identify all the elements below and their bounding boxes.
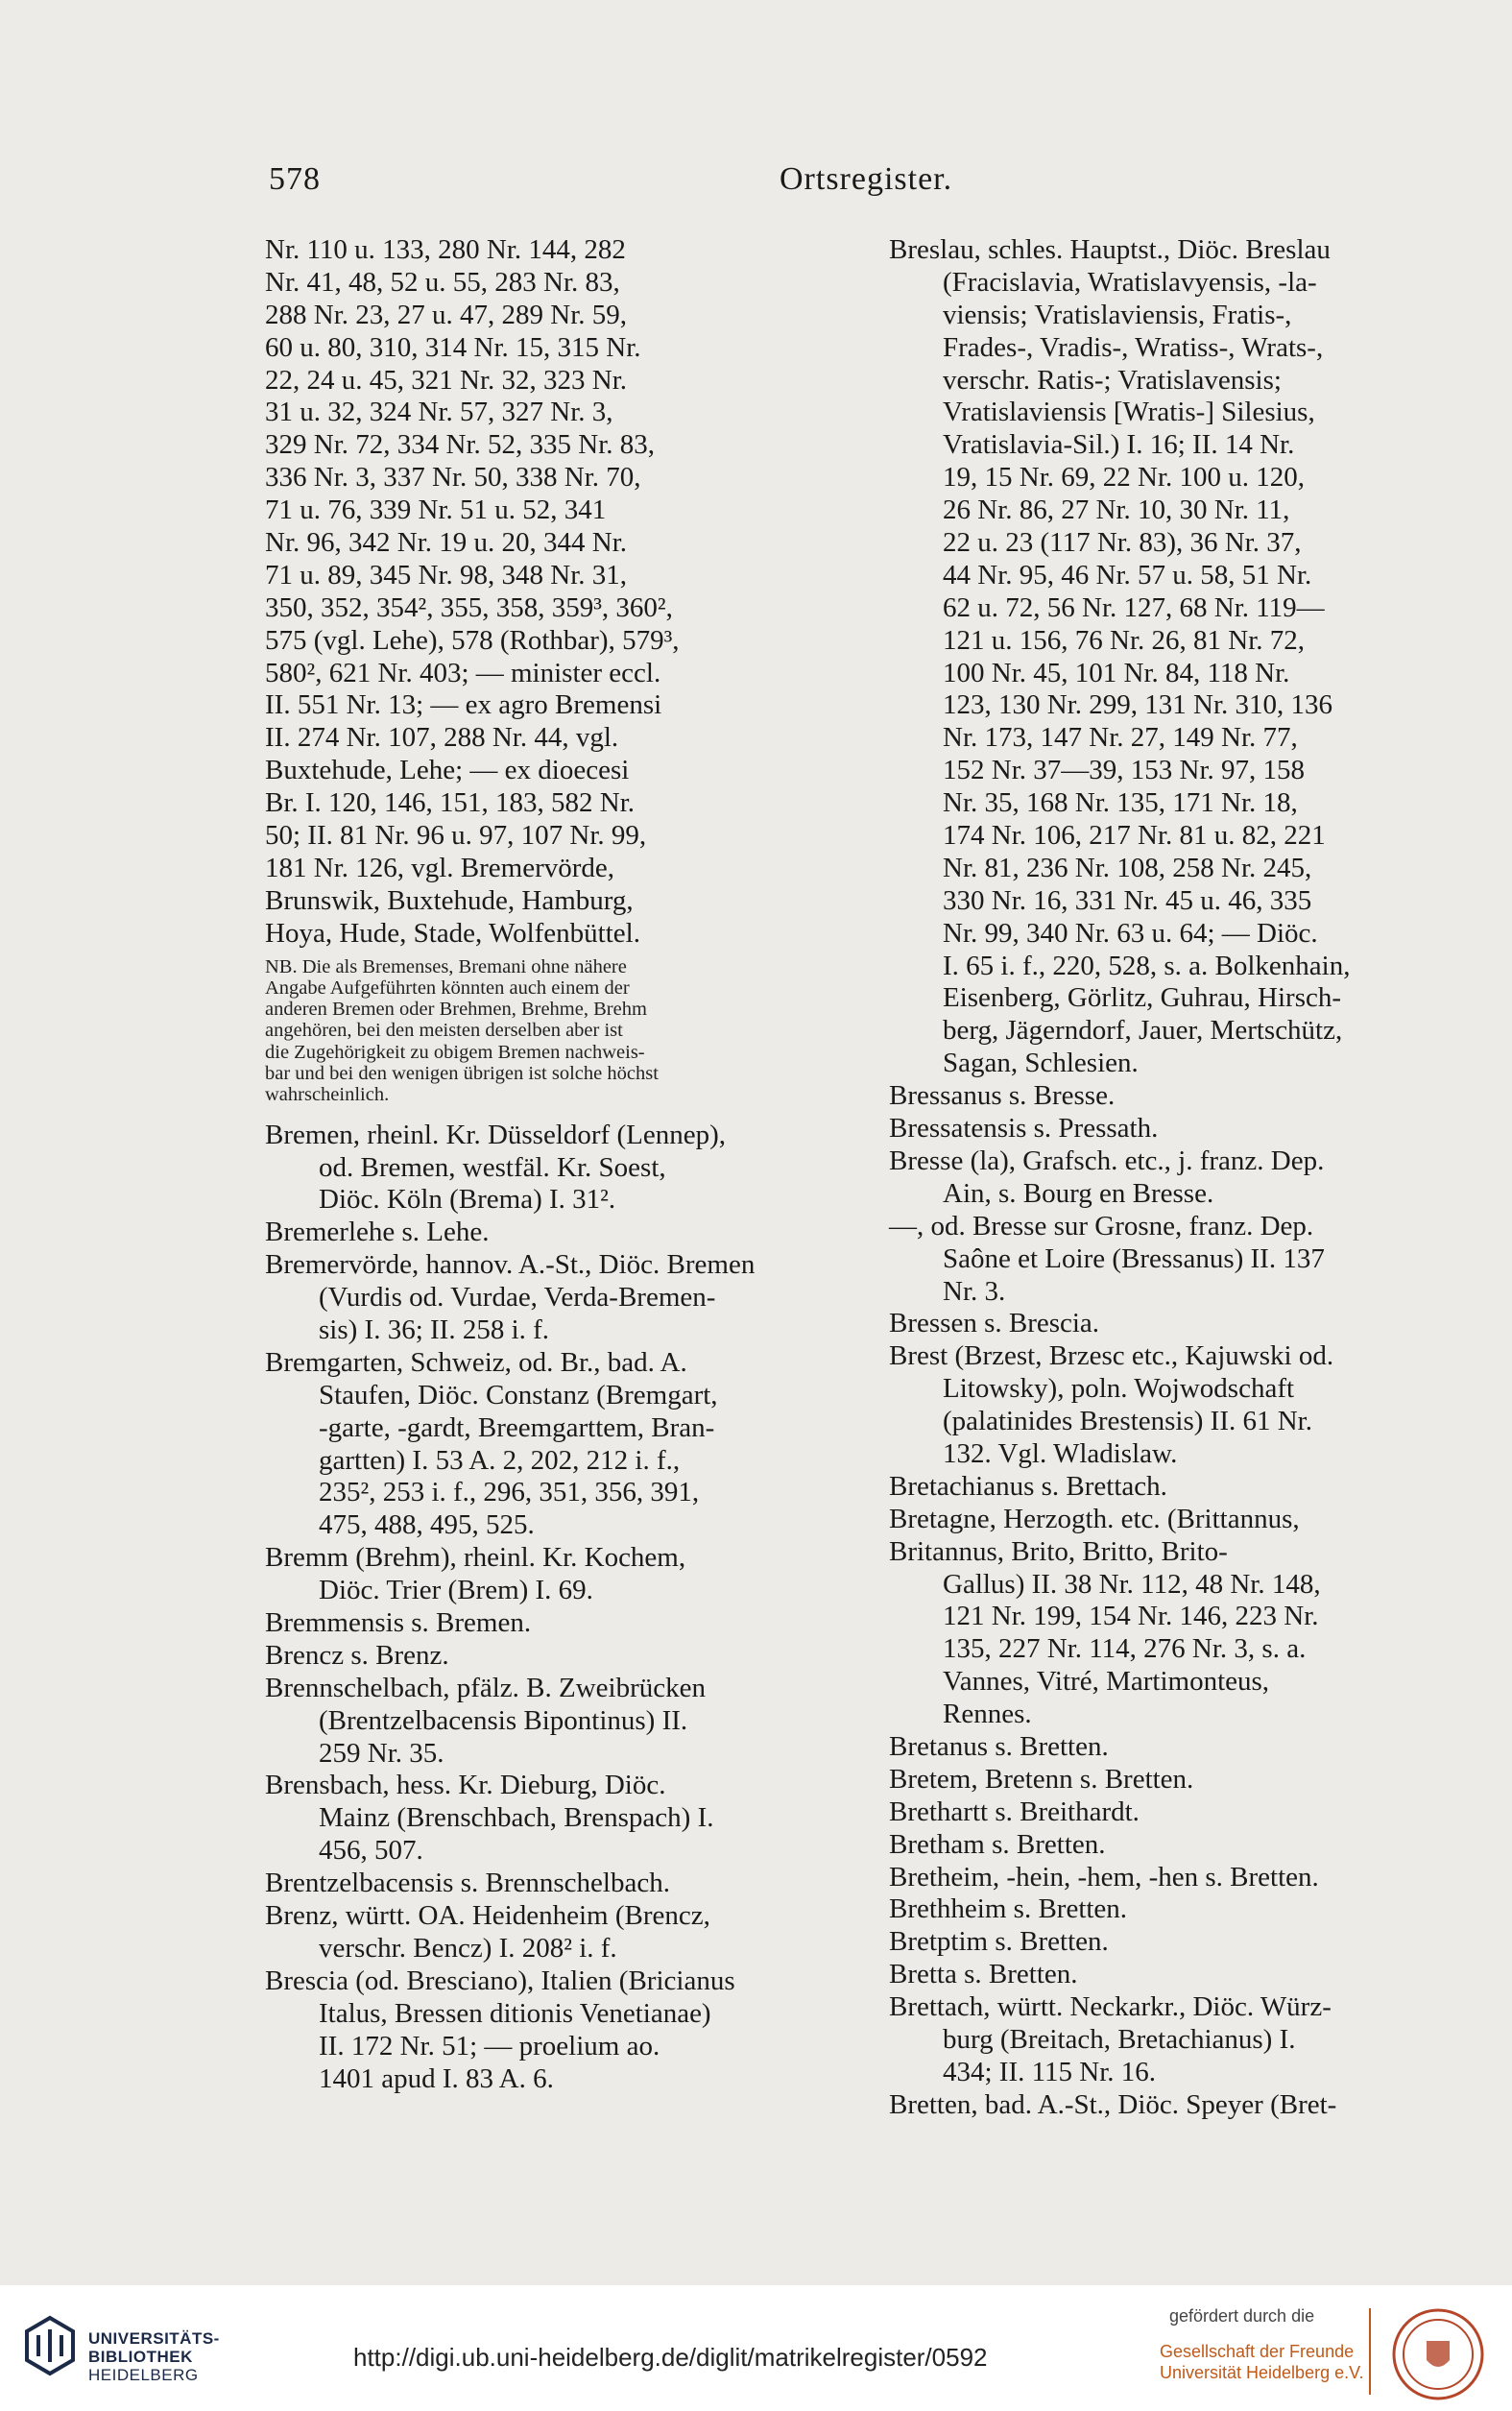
text-line: Bretem, Bretenn s. Bretten. [889, 1763, 1194, 1795]
text-line: 330 Nr. 16, 331 Nr. 45 u. 46, 335 [943, 884, 1312, 916]
text-line: od. Bremen, westfäl. Kr. Soest, [319, 1151, 666, 1183]
text-line: Rennes. [943, 1699, 1032, 1730]
text-line: Diöc. Trier (Brem) I. 69. [319, 1575, 593, 1606]
text-line: Diöc. Köln (Brema) I. 31². [319, 1184, 616, 1216]
text-line: Eisenberg, Görlitz, Guhrau, Hirsch- [943, 982, 1342, 1014]
text-line: Nr. 173, 147 Nr. 27, 149 Nr. 77, [943, 722, 1298, 754]
text-line: 100 Nr. 45, 101 Nr. 84, 118 Nr. [943, 657, 1290, 688]
text-line: 121 Nr. 199, 154 Nr. 146, 223 Nr. [943, 1601, 1319, 1632]
text-line: 575 (vgl. Lehe), 578 (Rothbar), 579³, [265, 624, 680, 656]
text-line: -garte, -gardt, Breemgarttem, Bran- [319, 1411, 715, 1443]
note-line: Angabe Aufgeführten könnten auch einem der [265, 976, 630, 999]
text-line: Breslau, schles. Hauptst., Diöc. Breslau [889, 234, 1331, 265]
text-line: Brethheim s. Bretten. [889, 1893, 1128, 1925]
text-line: Nr. 41, 48, 52 u. 55, 283 Nr. 83, [265, 266, 620, 298]
divider [1369, 2308, 1371, 2395]
text-line: Brenz, württ. OA. Heidenheim (Brencz, [265, 1900, 710, 1932]
text-line: 22, 24 u. 45, 321 Nr. 32, 323 Nr. [265, 364, 627, 396]
text-line: 71 u. 76, 339 Nr. 51 u. 52, 341 [265, 494, 607, 526]
text-line: Nr. 35, 168 Nr. 135, 171 Nr. 18, [943, 787, 1298, 819]
digitization-footer [0, 2285, 1512, 2411]
text-line: Nr. 99, 340 Nr. 63 u. 64; — Diöc. [943, 917, 1318, 949]
sponsor-line: Gesellschaft der Freunde [1160, 2342, 1355, 2361]
text-line: Br. I. 120, 146, 151, 183, 582 Nr. [265, 787, 636, 819]
permalink[interactable]: http://digi.ub.uni-heidelberg.de/diglit/matrikelregister/0592 [353, 2343, 988, 2372]
text-line: Brettach, württ. Neckarkr., Diöc. Würz- [889, 1991, 1332, 2023]
text-line: Britannus, Brito, Britto, Brito- [889, 1535, 1228, 1567]
text-line: 19, 15 Nr. 69, 22 Nr. 100 u. 120, [943, 462, 1305, 494]
sponsor-label: gefördert durch die [1169, 2306, 1315, 2326]
text-line: Bretten, bad. A.-St., Diöc. Speyer (Bret- [889, 2088, 1337, 2120]
text-line: Bremmensis s. Bremen. [265, 1607, 532, 1639]
text-line: 350, 352, 354², 355, 358, 359³, 360², [265, 591, 673, 623]
university-seal-icon [1390, 2306, 1486, 2402]
entries-breslau-to-bretten [889, 234, 1460, 2122]
note-line: bar und bei den wenigen übrigen ist solche höchst [265, 1063, 659, 1085]
text-line: 71 u. 89, 345 Nr. 98, 348 Nr. 31, [265, 559, 627, 591]
university-library-logo-icon [21, 2314, 79, 2377]
text-line: Brunswik, Buxtehude, Hamburg, [265, 884, 634, 916]
text-line: 174 Nr. 106, 217 Nr. 81 u. 82, 221 [943, 820, 1326, 852]
text-line: Italus, Bressen ditionis Venetianae) [319, 1997, 711, 2029]
note-line: angehören, bei den meisten derselben aber ist [265, 1020, 623, 1042]
text-line: 31 u. 32, 324 Nr. 57, 327 Nr. 3, [265, 397, 613, 428]
text-line: 22 u. 23 (117 Nr. 83), 36 Nr. 37, [943, 527, 1302, 559]
text-line: Bretptim s. Bretten. [889, 1926, 1109, 1958]
text-line: 44 Nr. 95, 46 Nr. 57 u. 58, 51 Nr. [943, 559, 1312, 591]
text-line: Brentzelbacensis s. Brennschelbach. [265, 1868, 670, 1899]
library-line: UNIVERSITÄTS- [88, 2329, 220, 2348]
text-line: 181 Nr. 126, vgl. Bremervörde, [265, 852, 615, 883]
text-line: Bretachianus s. Brettach. [889, 1470, 1167, 1502]
text-line: Vannes, Vitré, Martimonteus, [943, 1666, 1270, 1698]
text-line: II. 274 Nr. 107, 288 Nr. 44, vgl. [265, 722, 619, 754]
text-line: Bremm (Brehm), rheinl. Kr. Kochem, [265, 1542, 686, 1574]
right-column [889, 234, 1460, 2122]
text-line: Nr. 81, 236 Nr. 108, 258 Nr. 245, [943, 852, 1312, 883]
text-line: Nr. 110 u. 133, 280 Nr. 144, 282 [265, 234, 626, 265]
text-line: 62 u. 72, 56 Nr. 127, 68 Nr. 119— [943, 591, 1325, 623]
text-line: (Fracislavia, Wratislavyensis, -la- [943, 266, 1317, 298]
text-line: Bremervörde, hannov. A.-St., Diöc. Bremen [265, 1249, 756, 1281]
text-line: Bretta s. Bretten. [889, 1959, 1078, 1990]
text-line: 288 Nr. 23, 27 u. 47, 289 Nr. 59, [265, 299, 627, 330]
text-line: (palatinides Brestensis) II. 61 Nr. [943, 1406, 1312, 1437]
text-line: 123, 130 Nr. 299, 131 Nr. 310, 136 [943, 689, 1332, 721]
note-line: wahrscheinlich. [265, 1084, 390, 1106]
running-title: Ortsregister. [780, 161, 953, 197]
text-line: Saône et Loire (Bressanus) II. 137 [943, 1242, 1325, 1274]
note-line: die Zugehörigkeit zu obigem Bremen nachweis- [265, 1041, 645, 1063]
text-line: 259 Nr. 35. [319, 1737, 444, 1769]
text-line: gartten) I. 53 A. 2, 202, 212 i. f., [319, 1444, 681, 1476]
sponsor-name [1160, 2341, 1363, 2383]
text-line: Hoya, Hude, Stade, Wolfenbüttel. [265, 917, 640, 949]
text-line: Brethartt s. Breithardt. [889, 1796, 1140, 1827]
left-column [265, 234, 856, 2095]
text-line: 26 Nr. 86, 27 Nr. 10, 30 Nr. 11, [943, 494, 1290, 526]
text-line: II. 172 Nr. 51; — proelium ao. [319, 2030, 660, 2061]
text-line: Bressen s. Brescia. [889, 1308, 1100, 1339]
text-line: Buxtehude, Lehe; — ex dioecesi [265, 755, 630, 786]
text-line: verschr. Bencz) I. 208² i. f. [319, 1932, 617, 1964]
text-line: II. 551 Nr. 13; — ex agro Bremensi [265, 689, 662, 721]
text-line: 135, 227 Nr. 114, 276 Nr. 3, s. a. [943, 1633, 1307, 1665]
text-line: burg (Breitach, Bretachianus) I. [943, 2023, 1296, 2055]
entry-bremen-continued [265, 234, 856, 951]
text-line: 50; II. 81 Nr. 96 u. 97, 107 Nr. 99, [265, 820, 647, 852]
library-line: BIBLIOTHEK [88, 2348, 193, 2366]
text-line: 434; II. 115 Nr. 16. [943, 2056, 1157, 2087]
text-line: Bretanus s. Bretten. [889, 1730, 1109, 1762]
text-line: Vratislaviensis [Wratis-] Silesius, [943, 397, 1315, 428]
text-line: 336 Nr. 3, 337 Nr. 50, 338 Nr. 70, [265, 462, 641, 494]
text-line: 329 Nr. 72, 334 Nr. 52, 335 Nr. 83, [265, 429, 655, 461]
text-line: Brencz s. Brenz. [265, 1639, 449, 1671]
text-line: Bretagne, Herzogth. etc. (Brittannus, [889, 1503, 1300, 1534]
text-line: Bressatensis s. Pressath. [889, 1113, 1159, 1145]
text-line: Nr. 96, 342 Nr. 19 u. 20, 344 Nr. [265, 527, 627, 559]
text-line: Staufen, Diöc. Constanz (Bremgart, [319, 1379, 718, 1410]
entries-bremen-to-brescia [265, 1120, 856, 2096]
text-line: 475, 488, 495, 525. [319, 1509, 535, 1541]
text-line: 60 u. 80, 310, 314 Nr. 15, 315 Nr. [265, 331, 641, 363]
text-line: Sagan, Schlesien. [943, 1048, 1139, 1079]
text-line: 121 u. 156, 76 Nr. 26, 81 Nr. 72, [943, 624, 1305, 656]
text-line: Brennschelbach, pfälz. B. Zweibrücken [265, 1672, 706, 1703]
library-name [88, 2329, 220, 2384]
text-line: Bretham s. Bretten. [889, 1828, 1106, 1860]
text-line: Gallus) II. 38 Nr. 112, 48 Nr. 148, [943, 1568, 1321, 1600]
text-line: 152 Nr. 37—39, 153 Nr. 97, 158 [943, 755, 1305, 786]
text-line: Mainz (Brenschbach, Brenspach) I. [319, 1802, 714, 1834]
text-line: 235², 253 i. f., 296, 351, 356, 391, [319, 1477, 700, 1508]
text-line: Vratislavia-Sil.) I. 16; II. 14 Nr. [943, 429, 1295, 461]
text-line: Bremerlehe s. Lehe. [265, 1217, 490, 1248]
text-line: Bretheim, -hein, -hem, -hen s. Bretten. [889, 1861, 1319, 1893]
text-line: Nr. 3. [943, 1275, 1006, 1307]
library-line: HEIDELBERG [88, 2366, 199, 2384]
text-line: 456, 507. [319, 1835, 423, 1867]
text-line: I. 65 i. f., 220, 528, s. a. Bolkenhain, [943, 950, 1351, 981]
note-line: anderen Bremen oder Brehmen, Brehme, Brehm [265, 999, 647, 1021]
text-line: 1401 apud I. 83 A. 6. [319, 2062, 554, 2094]
footnote [265, 956, 856, 1106]
sponsor-line: Universität Heidelberg e.V. [1160, 2363, 1364, 2382]
text-line: 580², 621 Nr. 403; — minister eccl. [265, 657, 661, 688]
note-line: NB. Die als Bremenses, Bremani ohne nähere [265, 955, 627, 977]
text-line: Ain, s. Bourg en Bresse. [943, 1177, 1214, 1209]
text-line: (Brentzelbacensis Bipontinus) II. [319, 1704, 688, 1736]
text-line: berg, Jägerndorf, Jauer, Mertschütz, [943, 1015, 1343, 1047]
text-line: —, od. Bresse sur Grosne, franz. Dep. [889, 1210, 1314, 1242]
text-line: Frades-, Vradis-, Wratiss-, Wrats-, [943, 331, 1324, 363]
text-line: Bresse (la), Grafsch. etc., j. franz. Dep. [889, 1145, 1325, 1176]
text-line: Brest (Brzest, Brzesc etc., Kajuwski od. [889, 1340, 1334, 1372]
text-line: 132. Vgl. Wladislaw. [943, 1437, 1178, 1469]
text-line: Litowsky), poln. Wojwodschaft [943, 1373, 1295, 1405]
text-line: viensis; Vratislaviensis, Fratis-, [943, 299, 1292, 330]
text-line: verschr. Ratis-; Vratislavensis; [943, 364, 1282, 396]
text-line: Bressanus s. Bresse. [889, 1080, 1116, 1112]
text-line: Bremgarten, Schweiz, od. Br., bad. A. [265, 1346, 687, 1378]
page-header [261, 161, 1221, 209]
page-number: 578 [269, 161, 321, 197]
text-line: sis) I. 36; II. 258 i. f. [319, 1314, 550, 1346]
text-line: Brescia (od. Bresciano), Italien (Bricianus [265, 1965, 735, 1996]
text-line: Bremen, rheinl. Kr. Düsseldorf (Lennep), [265, 1119, 726, 1150]
text-line: (Vurdis od. Vurdae, Verda-Bremen- [319, 1282, 716, 1314]
text-line: Brensbach, hess. Kr. Dieburg, Diöc. [265, 1770, 666, 1801]
